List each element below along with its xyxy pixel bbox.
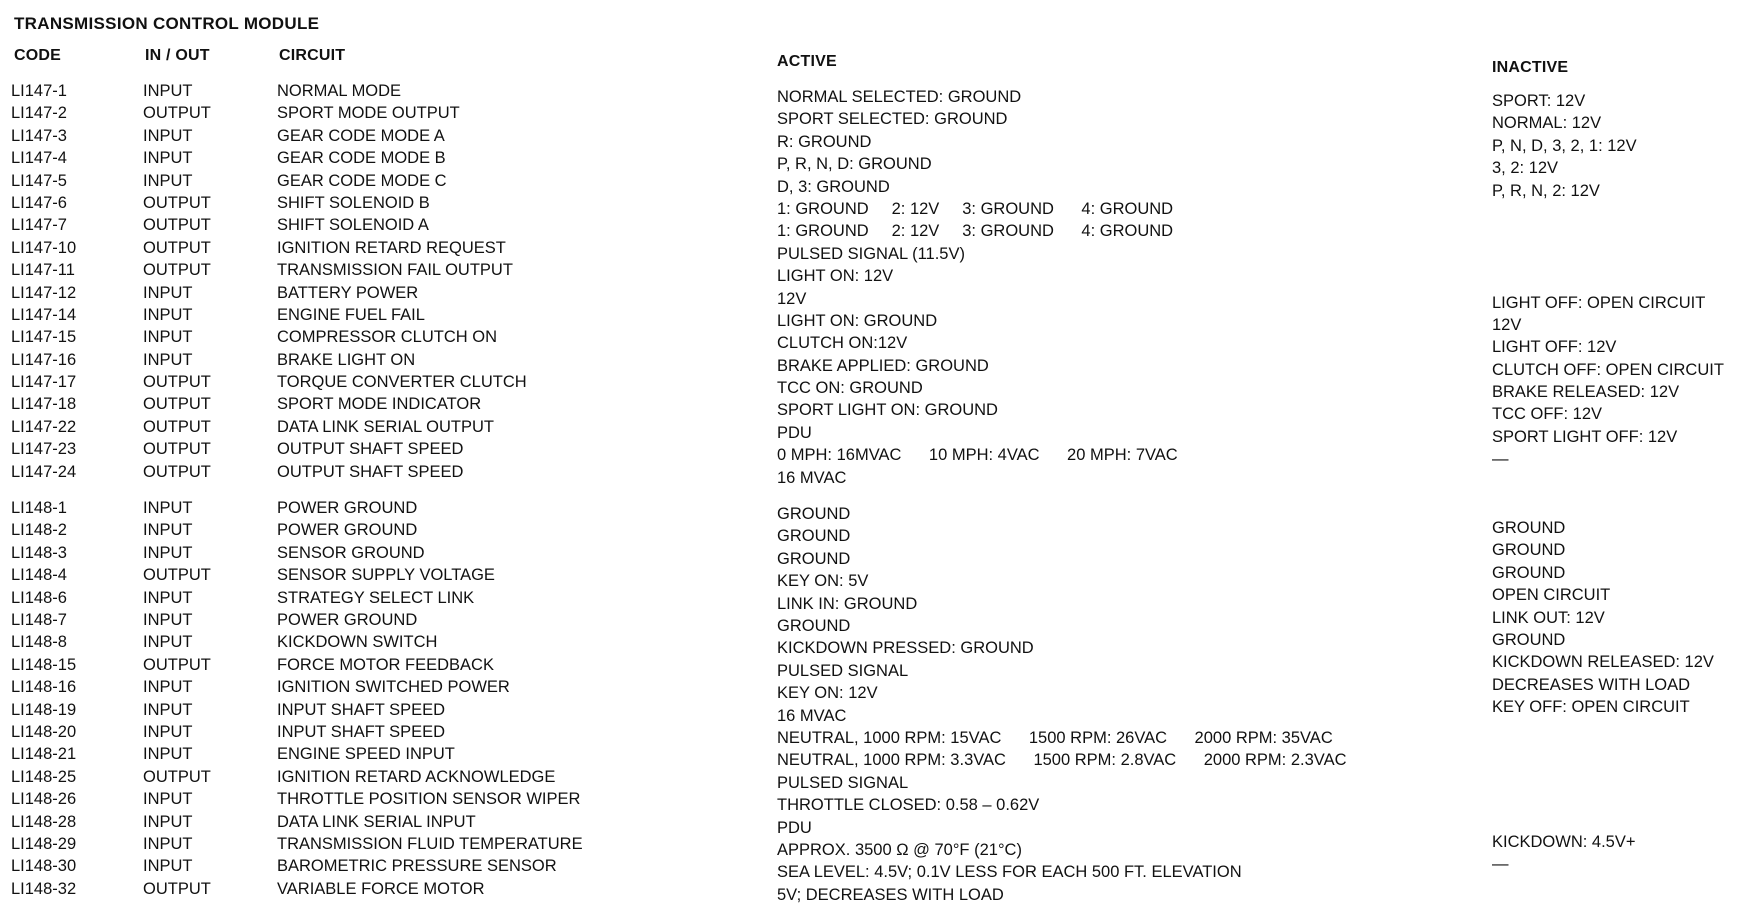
inactive-value: 3, 2: 12V: [1492, 159, 1559, 178]
pin-code: LI148-2: [11, 521, 67, 540]
inactive-value: SPORT LIGHT OFF: 12V: [1492, 427, 1678, 446]
active-value: 1: GROUND 2: 12V 3: GROUND 4: GROUND: [777, 199, 1174, 218]
pin-direction: INPUT: [143, 812, 193, 831]
inactive-value: [1492, 719, 1724, 741]
pin-code: LI148-20: [11, 722, 77, 741]
pin-code: LI148-21: [11, 745, 77, 764]
pin-code: LI147-22: [11, 417, 77, 436]
pin-code: LI148-1: [11, 499, 67, 518]
pin-code: LI148-32: [11, 879, 77, 898]
active-value: CLUTCH ON:12V: [777, 334, 908, 353]
pin-direction: INPUT: [143, 700, 193, 719]
circuit-name: IGNITION RETARD REQUEST: [277, 238, 506, 257]
pin-code: LI147-2: [11, 104, 67, 123]
circuit-name: SENSOR SUPPLY VOLTAGE: [277, 566, 495, 585]
circuit-name: VARIABLE FORCE MOTOR: [277, 879, 485, 898]
active-value: PDU: [777, 818, 812, 837]
header-inactive: INACTIVE: [1492, 59, 1569, 76]
circuit-name: SPORT MODE INDICATOR: [277, 395, 482, 414]
active-value: SPORT LIGHT ON: GROUND: [777, 401, 998, 420]
inactive-value: DECREASES WITH LOAD: [1492, 675, 1691, 694]
pin-code: LI147-23: [11, 440, 77, 459]
pin-direction: OUTPUT: [143, 104, 211, 123]
pin-direction: INPUT: [143, 543, 193, 562]
inactive-value: KICKDOWN RELEASED: 12V: [1492, 653, 1714, 672]
inactive-value: [1492, 763, 1724, 785]
document-title: TRANSMISSION CONTROL MODULE: [14, 14, 320, 33]
inactive-value: KICKDOWN: 4.5V+: [1492, 832, 1636, 851]
active-value: NEUTRAL, 1000 RPM: 15VAC 1500 RPM: 26VAC 2000 RPM: 35VAC: [777, 728, 1333, 747]
circuit-name: NORMAL MODE: [277, 82, 402, 100]
circuit-name: THROTTLE POSITION SENSOR WIPER: [277, 790, 581, 809]
circuit-name: ENGINE FUEL FAIL: [277, 305, 425, 324]
pin-code: LI147-10: [11, 238, 77, 257]
inactive-value: BRAKE RELEASED: 12V: [1492, 383, 1680, 402]
active-value: BRAKE APPLIED: GROUND: [777, 356, 989, 375]
pin-direction: INPUT: [143, 588, 193, 607]
pin-code: LI148-8: [11, 633, 67, 652]
code-column: [11, 80, 76, 900]
pin-code: LI147-4: [11, 149, 67, 168]
pin-direction: INPUT: [143, 499, 193, 518]
pin-direction: OUTPUT: [143, 417, 211, 436]
circuit-name: IGNITION RETARD ACKNOWLEDGE: [277, 767, 556, 786]
pin-direction: OUTPUT: [143, 566, 211, 585]
pin-code: LI147-17: [11, 373, 77, 392]
inactive-value: [1492, 224, 1724, 246]
active-value: 1: GROUND 2: 12V 3: GROUND 4: GROUND: [777, 222, 1174, 241]
circuit-name: DATA LINK SERIAL INPUT: [277, 812, 476, 831]
active-value: D, 3: GROUND: [777, 177, 890, 196]
pin-code: LI147-15: [11, 328, 77, 347]
active-value: KEY ON: 12V: [777, 684, 878, 703]
active-value: 5V; DECREASES WITH LOAD: [777, 885, 1004, 904]
pin-code: LI147-12: [11, 283, 77, 302]
pin-code: LI148-25: [11, 767, 77, 786]
active-value: SPORT SELECTED: GROUND: [777, 110, 1008, 129]
pin-direction: INPUT: [143, 834, 193, 853]
inactive-value: [1492, 808, 1724, 830]
inactive-value: GROUND: [1492, 541, 1566, 560]
active-column: [777, 86, 1346, 906]
pin-direction: OUTPUT: [143, 216, 211, 235]
circuit-name: SENSOR GROUND: [277, 543, 425, 562]
active-value: APPROX. 3500 Ω @ 70°F (21°C): [777, 840, 1022, 859]
inactive-value: KEY OFF: OPEN CIRCUIT: [1492, 698, 1690, 717]
pin-code: LI148-6: [11, 588, 67, 607]
inactive-value: [1492, 786, 1724, 808]
active-value: GROUND: [777, 616, 851, 635]
active-value: PULSED SIGNAL (11.5V): [777, 244, 965, 263]
pin-code: LI148-19: [11, 700, 77, 719]
pin-direction: OUTPUT: [143, 373, 211, 392]
active-value: P, R, N, D: GROUND: [777, 155, 932, 174]
active-value: GROUND: [777, 549, 851, 568]
pin-code: LI148-4: [11, 566, 67, 585]
circuit-name: ENGINE SPEED INPUT: [277, 745, 455, 764]
active-value: 12V: [777, 289, 807, 308]
circuit-name: OUTPUT SHAFT SPEED: [277, 440, 464, 459]
circuit-name: GEAR CODE MODE B: [277, 149, 446, 168]
inactive-value: LIGHT OFF: 12V: [1492, 338, 1617, 357]
pin-direction: OUTPUT: [143, 395, 211, 414]
inactive-value: —: [1492, 450, 1509, 469]
pin-direction: INPUT: [143, 722, 193, 741]
pin-code: LI148-28: [11, 812, 77, 831]
pin-direction: INPUT: [143, 633, 193, 652]
inactive-value: [1492, 202, 1724, 224]
active-value: LIGHT ON: 12V: [777, 267, 894, 286]
circuit-name: TRANSMISSION FLUID TEMPERATURE: [277, 834, 583, 853]
pin-direction: INPUT: [143, 610, 193, 629]
active-value: PULSED SIGNAL: [777, 773, 909, 792]
pin-direction: OUTPUT: [143, 462, 211, 481]
circuit-column: [277, 80, 583, 900]
pin-code: LI147-7: [11, 216, 67, 235]
circuit-name: TRANSMISSION FAIL OUTPUT: [277, 261, 513, 280]
circuit-name: BRAKE LIGHT ON: [277, 350, 416, 369]
circuit-name: IGNITION SWITCHED POWER: [277, 678, 510, 697]
pin-code: LI148-26: [11, 790, 77, 809]
active-value: THROTTLE CLOSED: 0.58 – 0.62V: [777, 796, 1040, 815]
circuit-name: POWER GROUND: [277, 499, 418, 518]
inactive-value: [1492, 741, 1724, 763]
in-out-column: [143, 80, 211, 900]
circuit-name: OUTPUT SHAFT SPEED: [277, 462, 464, 481]
inactive-value: LINK OUT: 12V: [1492, 608, 1605, 627]
circuit-name: DATA LINK SERIAL OUTPUT: [277, 417, 494, 436]
circuit-name: KICKDOWN SWITCH: [277, 633, 438, 652]
pin-direction: INPUT: [143, 521, 193, 540]
circuit-name: GEAR CODE MODE C: [277, 171, 447, 190]
pin-code: LI147-1: [11, 82, 67, 100]
active-value: LINK IN: GROUND: [777, 594, 918, 613]
active-value: KICKDOWN PRESSED: GROUND: [777, 639, 1034, 658]
active-value: 16 MVAC: [777, 706, 847, 725]
pin-code: LI147-11: [11, 261, 75, 280]
inactive-value: LIGHT OFF: OPEN CIRCUIT: [1492, 293, 1706, 312]
pin-direction: OUTPUT: [143, 879, 211, 898]
header-in-out: IN / OUT: [145, 47, 210, 64]
pin-code: LI148-16: [11, 678, 77, 697]
inactive-value: GROUND: [1492, 563, 1566, 582]
pin-direction: INPUT: [143, 149, 193, 168]
pin-direction: INPUT: [143, 745, 193, 764]
group-gap: [1492, 471, 1724, 493]
inactive-value: P, R, N, 2: 12V: [1492, 181, 1600, 200]
pin-code: LI147-16: [11, 350, 77, 369]
pin-direction: INPUT: [143, 857, 193, 876]
inactive-value: P, N, D, 3, 2, 1: 12V: [1492, 136, 1637, 155]
circuit-name: BATTERY POWER: [277, 283, 419, 302]
circuit-name: GEAR CODE MODE A: [277, 126, 445, 145]
circuit-name: BAROMETRIC PRESSURE SENSOR: [277, 857, 557, 876]
circuit-name: POWER GROUND: [277, 521, 418, 540]
active-value: SEA LEVEL: 4.5V; 0.1V LESS FOR EACH 500 FT. ELEVATION: [777, 863, 1242, 882]
pin-code: LI148-3: [11, 543, 67, 562]
active-value: 0 MPH: 16MVAC 10 MPH: 4VAC 20 MPH: 7VAC: [777, 446, 1178, 465]
inactive-value: GROUND: [1492, 630, 1566, 649]
active-value: R: GROUND: [777, 132, 872, 151]
inactive-value: [1492, 269, 1724, 291]
circuit-name: SPORT MODE OUTPUT: [277, 104, 460, 123]
active-value: PULSED SIGNAL: [777, 661, 909, 680]
inactive-value: —: [1492, 854, 1509, 873]
pin-direction: INPUT: [143, 678, 193, 697]
pin-code: LI148-7: [11, 610, 67, 629]
inactive-value: GROUND: [1492, 519, 1566, 538]
pin-code: LI147-18: [11, 395, 77, 414]
pin-direction: OUTPUT: [143, 655, 211, 674]
pin-code: LI147-14: [11, 305, 77, 324]
pin-direction: OUTPUT: [143, 193, 211, 212]
group-gap: [1492, 493, 1724, 517]
pin-direction: INPUT: [143, 328, 193, 347]
pin-code: LI148-29: [11, 834, 77, 853]
inactive-value: 12V: [1492, 315, 1522, 334]
inactive-column: [1492, 90, 1724, 875]
circuit-name: SHIFT SOLENOID B: [277, 193, 430, 212]
circuit-name: INPUT SHAFT SPEED: [277, 700, 446, 719]
active-value: KEY ON: 5V: [777, 572, 869, 591]
pin-direction: INPUT: [143, 350, 193, 369]
pin-code: LI148-30: [11, 857, 77, 876]
group-gap: [11, 483, 76, 497]
header-circuit: CIRCUIT: [279, 47, 346, 64]
pin-code: LI148-15: [11, 655, 77, 674]
pin-code: LI147-6: [11, 193, 67, 212]
group-gap: [143, 483, 211, 497]
pin-direction: INPUT: [143, 790, 193, 809]
pin-direction: OUTPUT: [143, 767, 211, 786]
pin-direction: OUTPUT: [143, 261, 211, 280]
inactive-value: [1492, 247, 1724, 269]
active-value: 16 MVAC: [777, 468, 847, 487]
group-gap: [777, 489, 1346, 503]
inactive-value: OPEN CIRCUIT: [1492, 586, 1611, 605]
active-value: PDU: [777, 423, 812, 442]
active-value: LIGHT ON: GROUND: [777, 311, 938, 330]
pin-direction: INPUT: [143, 283, 193, 302]
header-active: ACTIVE: [777, 53, 837, 70]
pin-direction: OUTPUT: [143, 238, 211, 257]
pin-code: LI147-5: [11, 171, 67, 190]
pin-code: LI147-3: [11, 126, 67, 145]
circuit-name: INPUT SHAFT SPEED: [277, 722, 446, 741]
inactive-value: CLUTCH OFF: OPEN CIRCUIT: [1492, 360, 1724, 379]
pin-direction: INPUT: [143, 126, 193, 145]
inactive-value: NORMAL: 12V: [1492, 114, 1602, 133]
inactive-value: TCC OFF: 12V: [1492, 405, 1603, 424]
active-value: GROUND: [777, 505, 851, 524]
pin-code: LI147-24: [11, 462, 77, 481]
pin-direction: INPUT: [143, 305, 193, 324]
circuit-name: FORCE MOTOR FEEDBACK: [277, 655, 494, 674]
pin-direction: INPUT: [143, 171, 193, 190]
active-value: GROUND: [777, 527, 851, 546]
group-gap: [277, 483, 583, 497]
inactive-value: SPORT: 12V: [1492, 92, 1586, 110]
circuit-name: COMPRESSOR CLUTCH ON: [277, 328, 498, 347]
circuit-name: STRATEGY SELECT LINK: [277, 588, 475, 607]
active-value: NORMAL SELECTED: GROUND: [777, 88, 1022, 106]
pin-direction: OUTPUT: [143, 440, 211, 459]
circuit-name: TORQUE CONVERTER CLUTCH: [277, 373, 527, 392]
circuit-name: SHIFT SOLENOID A: [277, 216, 429, 235]
pin-direction: INPUT: [143, 82, 193, 100]
header-code: CODE: [14, 47, 62, 64]
active-value: NEUTRAL, 1000 RPM: 3.3VAC 1500 RPM: 2.8VAC 2000 RPM: 2.3VAC: [777, 751, 1347, 770]
circuit-name: POWER GROUND: [277, 610, 418, 629]
active-value: TCC ON: GROUND: [777, 379, 923, 398]
